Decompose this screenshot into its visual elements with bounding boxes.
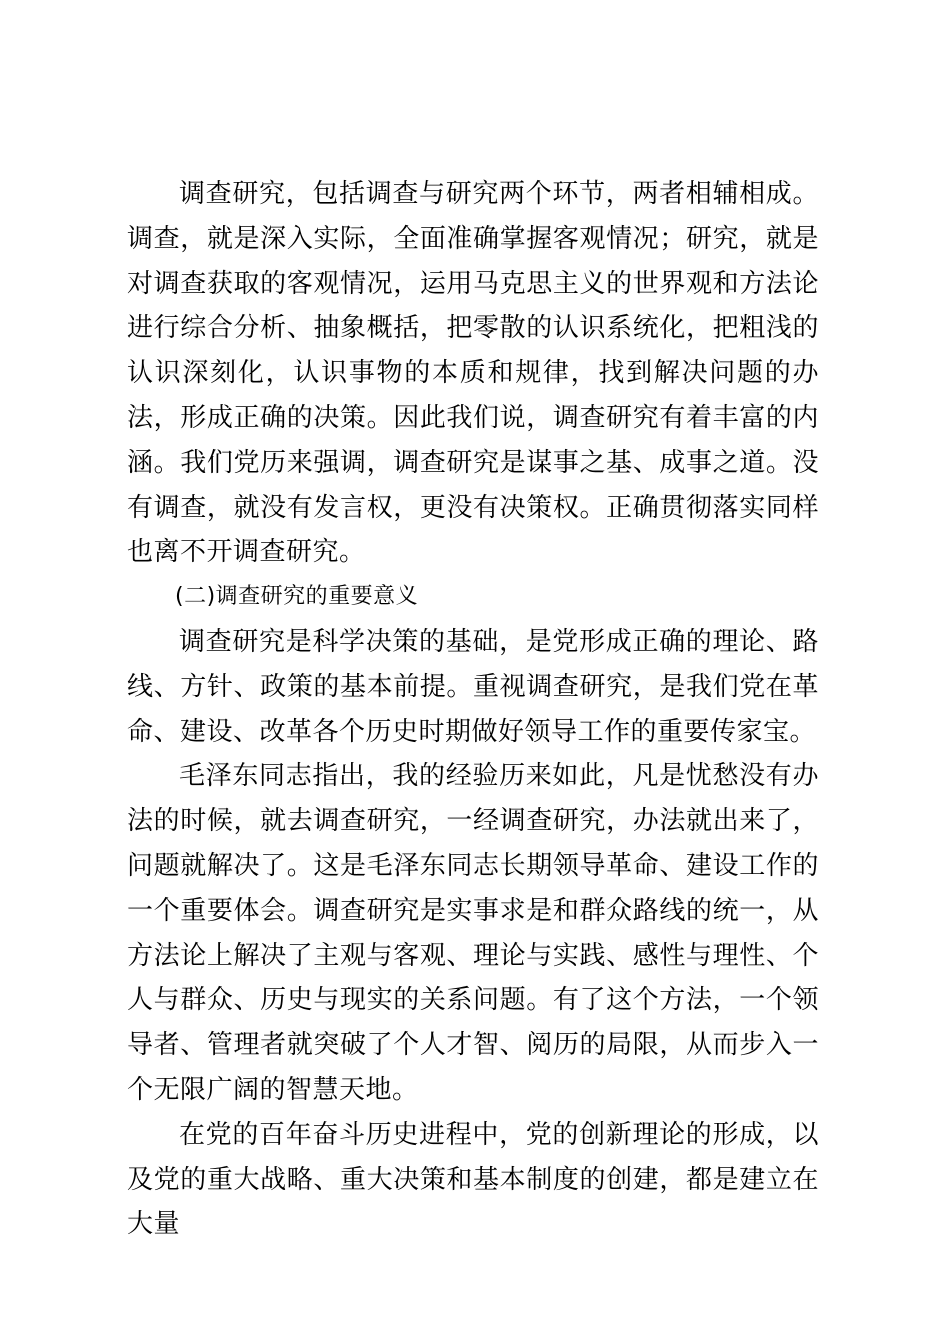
paragraph-history: 在党的百年奋斗历史进程中，党的创新理论的形成，以及党的重大战略、重大决策和基本制度的创建，都是建立在大量: [127, 1119, 819, 1240]
paragraph-definition: 调查研究，包括调查与研究两个环节，两者相辅相成。调查，就是深入实际，全面准确掌握客观情况；研究，就是对调查获取的客观情况，运用马克思主义的世界观和方法论进行综合分析、抽象概括，把零散的认识系统化，把粗浅的认识深刻化，认识事物的本质和规律，找到解决问题的办法，形成正确的决策。因此我们说，调查研究有着丰富的内涵。我们党历来强调，调查研究是谋事之基、成事之道。没有调查，就没有发言权，更没有决策权。正确贯彻落实同样也离不开调查研究。: [127, 179, 819, 568]
paragraph-foundation: 调查研究是科学决策的基础，是党形成正确的理论、路线、方针、政策的基本前提。重视调查研究，是我们党在革命、建设、改革各个历史时期做好领导工作的重要传家宝。: [127, 626, 819, 747]
paragraph-mao-quote: 毛泽东同志指出，我的经验历来如此，凡是忧愁没有办法的时候，就去调查研究，一经调查研究，办法就出来了，问题就解决了。这是毛泽东同志长期领导革命、建设工作的一个重要体会。调查研究是实事求是和群众路线的统一，从方法论上解决了主观与客观、理论与实践、感性与理性、个人与群众、历史与现实的关系问题。有了这个方法，一个领导者、管理者就突破了个人才智、阅历的局限，从而步入一个无限广阔的智慧天地。: [127, 761, 819, 1105]
document-body: [127, 172, 819, 1247]
section-heading: (二)调查研究的重要意义: [175, 584, 419, 610]
